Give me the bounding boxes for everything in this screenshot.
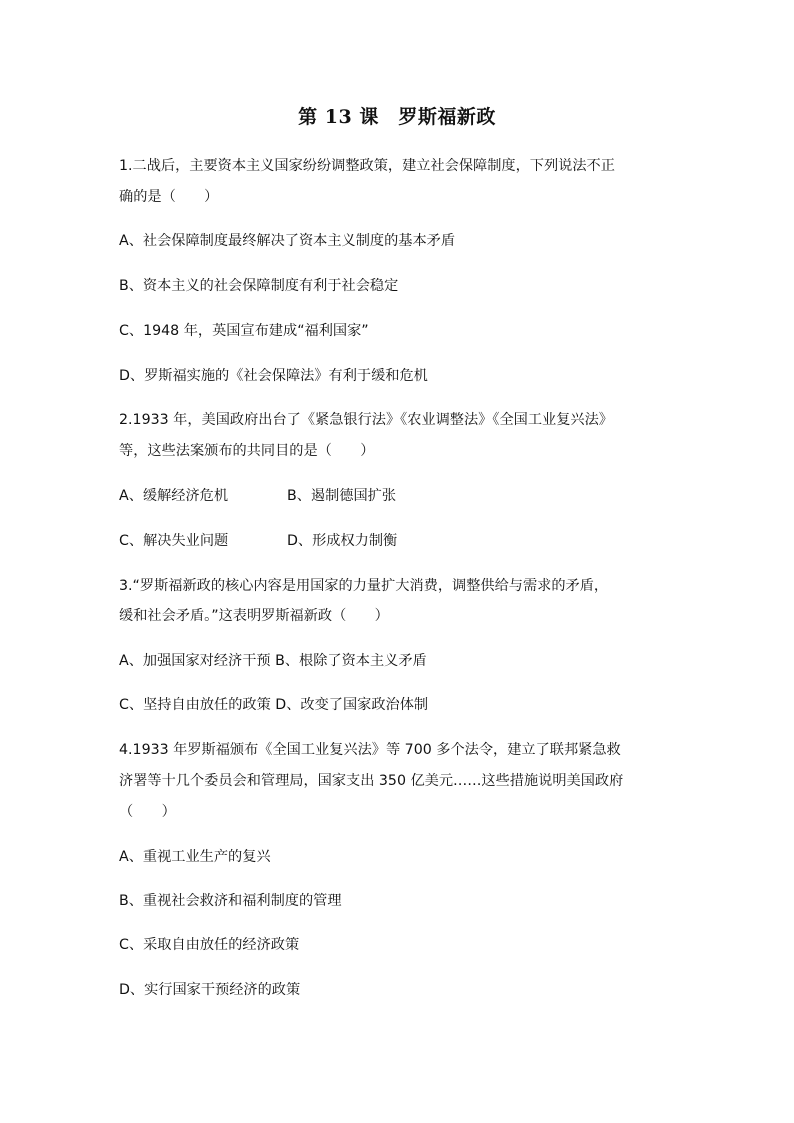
q2-option-a: A、缓解经济危机 (119, 488, 229, 504)
q3-stem-line-2: 缓和社会矛盾。”这表明罗斯福新政（ ） (119, 608, 389, 624)
q4-stem-line-2: 济署等十几个委员会和管理局，国家支出 350 亿美元……这些措施说明美国政府 (119, 773, 624, 789)
q4-stem-line-1: 4.1933 年罗斯福颁布《全国工业复兴法》等 700 多个法令，建立了联邦紧急救 (119, 742, 621, 758)
page-title: 第 13 课 罗斯福新政 (298, 106, 496, 128)
q1-option-b: B、资本主义的社会保障制度有利于社会稳定 (119, 278, 399, 294)
q2-option-row-1 (119, 485, 397, 507)
q1-option-d: D、罗斯福实施的《社会保障法》有利于缓和危机 (119, 368, 428, 384)
q1-stem-line-2: 确的是（ ） (119, 189, 219, 205)
q2-option-row-2 (119, 530, 398, 552)
q4-option-a: A、重视工业生产的复兴 (119, 849, 271, 865)
q1-option-a: A、社会保障制度最终解决了资本主义制度的基本矛盾 (119, 233, 456, 249)
q2-stem-line-2: 等，这些法案颁布的共同目的是（ ） (119, 443, 375, 459)
q2-option-c: C、解决失业问题 (119, 533, 229, 549)
q4-option-b: B、重视社会救济和福利制度的管理 (119, 893, 342, 909)
q2-option-b: B、遏制德国扩张 (287, 488, 397, 504)
q1-option-c: C、1948 年，英国宣布建成“福利国家” (119, 323, 369, 339)
q4-option-d: D、实行国家干预经济的政策 (119, 982, 301, 998)
q3-option-row-2: C、坚持自由放任的政策 D、改变了国家政治体制 (119, 697, 429, 713)
q3-option-row-1: A、加强国家对经济干预 B、根除了资本主义矛盾 (119, 653, 427, 669)
q4-option-c: C、采取自由放任的经济政策 (119, 937, 300, 953)
q1-stem-line-1: 1.二战后，主要资本主义国家纷纷调整政策，建立社会保障制度，下列说法不正 (119, 158, 615, 174)
q2-stem-line-1: 2.1933 年，美国政府出台了《紧急银行法》《农业调整法》《全国工业复兴法》 (119, 412, 613, 428)
q2-option-d: D、形成权力制衡 (287, 533, 398, 549)
q4-stem-line-3: （ ） (119, 804, 176, 820)
q3-stem-line-1: 3.“罗斯福新政的核心内容是用国家的力量扩大消费，调整供给与需求的矛盾， (119, 578, 609, 594)
